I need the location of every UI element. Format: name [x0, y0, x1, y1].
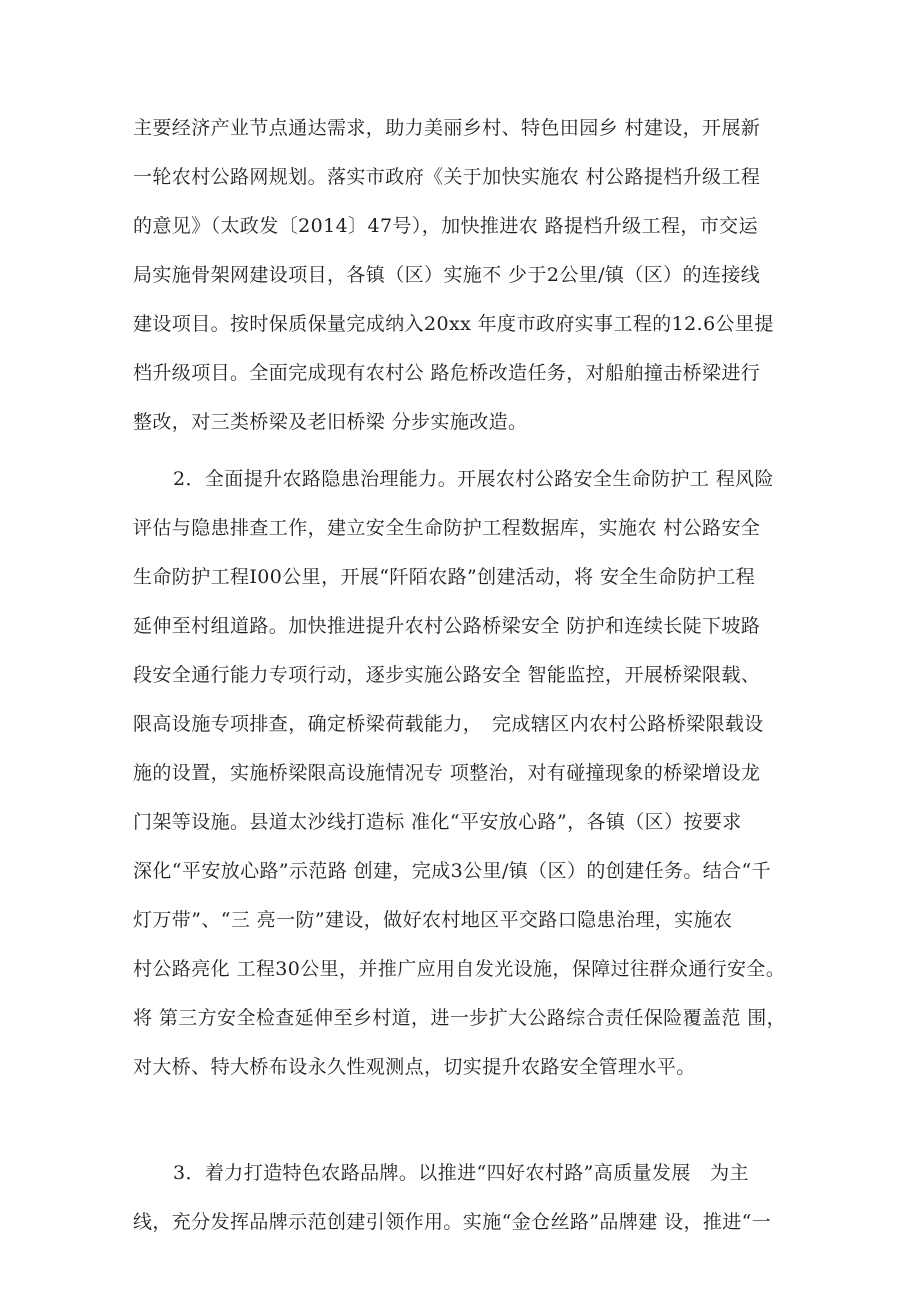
text-line: 整改，对三类桥梁及老旧桥梁 分步实施改造。: [133, 411, 528, 433]
paragraph-rural-road-network-planning: [133, 104, 793, 447]
text-line: 评估与隐患排查工作，建立安全生命防护工程数据库，实施农 村公路安全: [133, 517, 761, 539]
text-line: 的意见》（太政发〔2014〕47号），加快推进农 路提档升级工程，市交运: [133, 215, 758, 237]
text-line: 2．全面提升农路隐患治理能力。开展农村公路安全生命防护工 程风险: [173, 468, 774, 490]
text-line: 限高设施专项排查，确定桥梁荷载能力， 完成辖区内农村公路桥梁限载设: [133, 713, 764, 735]
text-line: 主要经济产业节点通达需求，助力美丽乡村、特色田园乡 村建设，开展新: [133, 117, 761, 139]
paragraph-hazard-management: [133, 455, 793, 1092]
text-line: 施的设置，实施桥梁限高设施情况专 项整治，对有碰撞现象的桥梁增设龙: [133, 762, 761, 784]
text-line: 门架等设施。县道太沙线打造标 准化“平安放心路”，各镇（区）按要求: [133, 811, 742, 833]
text-line: 段安全通行能力专项行动，逐步实施公路安全 智能监控，开展桥梁限载、: [133, 664, 761, 686]
text-line: 档升级项目。全面完成现有农村公 路危桥改造任务，对船舶撞击桥梁进行: [133, 362, 761, 384]
text-line: 对大桥、特大桥布设永久性观测点，切实提升农路安全管理水平。: [133, 1056, 696, 1078]
text-line: 深化“平安放心路”示范路 创建，完成3公里/镇（区）的创建任务。结合“千: [133, 860, 772, 882]
text-line: 延伸至村组道路。加快推进提升农村公路桥梁安全 防护和连续长陡下坡路: [133, 615, 761, 637]
paragraph-road-brand: [133, 1149, 793, 1247]
text-line: 生命防护工程I00公里，开展“阡陌农路”创建活动，将 安全生命防护工程: [133, 566, 756, 588]
text-line: 村公路亮化 工程30公里，并推广应用自发光设施，保障过往群众通行安全。: [133, 958, 786, 980]
text-line: 线，充分发挥品牌示范创建引领作用。实施“金仓丝路”品牌建 设，推进“一: [133, 1211, 772, 1233]
text-line: 将 第三方安全检查延伸至乡村道，进一步扩大公路综合责任保险覆盖范 围，: [133, 1007, 787, 1029]
text-line: 建设项目。按时保质保量完成纳入20xx 年度市政府实事工程的12.6公里提: [133, 313, 774, 335]
text-line: 3．着力打造特色农路品牌。以推进“四好农村路”高质量发展 为主: [173, 1162, 749, 1184]
text-line: 灯万带”、“三 亮一防”建设，做好农村地区平交路口隐患治理，实施农: [133, 909, 733, 931]
text-line: 一轮农村公路网规划。落实市政府《关于加快实施农 村公路提档升级工程: [133, 166, 761, 188]
text-line: 局实施骨架网建设项目，各镇（区）实施不 少于2公里/镇（区）的连接线: [133, 264, 761, 286]
